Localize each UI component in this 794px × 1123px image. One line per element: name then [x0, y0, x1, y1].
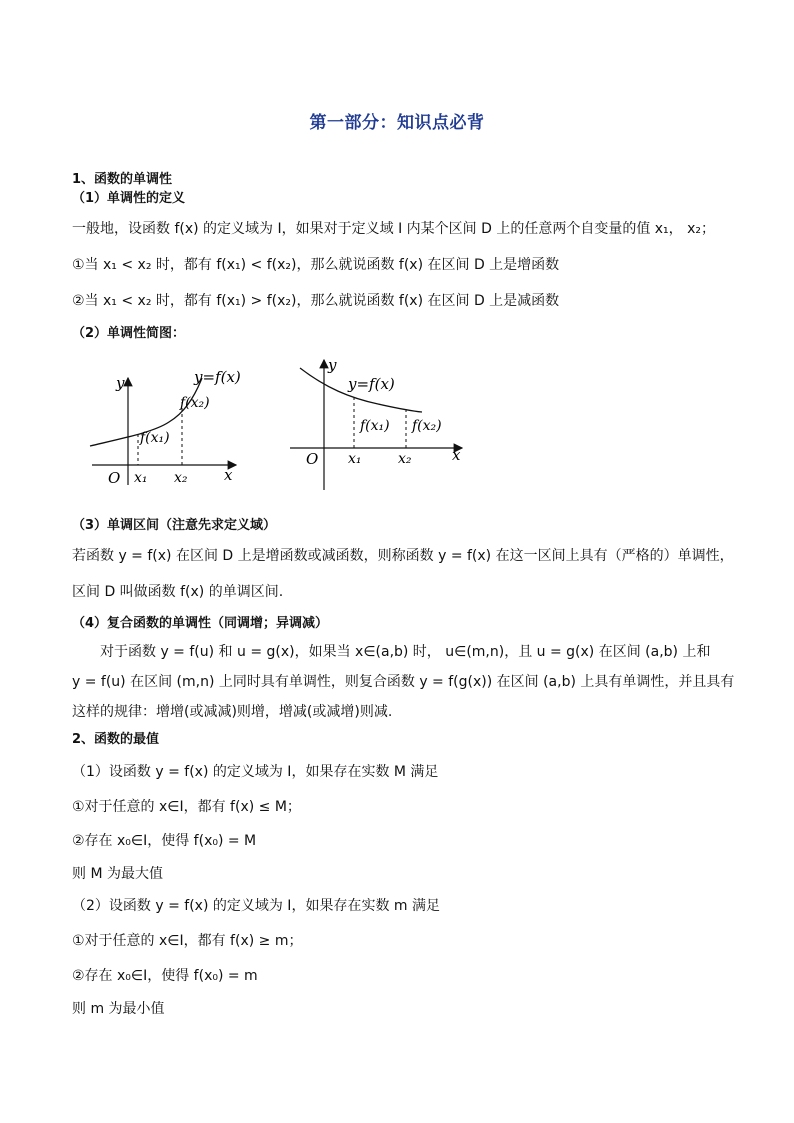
- max-condition-1: ①对于任意的 x∈I，都有 f(x) ≤ M；: [72, 799, 301, 815]
- interval-text-2: 区间 D 叫做函数 f(x) 的单调区间.: [72, 584, 284, 600]
- max-condition-2: ②存在 x₀∈I，使得 f(x₀) = M: [72, 833, 257, 849]
- x-axis-label: x: [452, 446, 461, 464]
- definition-text: 一般地，设函数 f(x) 的定义域为 I，如果对于定义域 I 内某个区间 D 上的任意两个自变量的值 x₁， x₂；: [72, 221, 716, 237]
- min-condition-1: ①对于任意的 x∈I，都有 f(x) ≥ m；: [72, 933, 303, 949]
- composite-text-3: 这样的规律：增增(或减减)则增，增减(或减增)则减.: [72, 704, 393, 720]
- min-intro: （2）设函数 y = f(x) 的定义域为 I，如果存在实数 m 满足: [72, 898, 440, 914]
- decreasing-function-graph: [286, 356, 476, 496]
- min-condition-2: ②存在 x₀∈I，使得 f(x₀) = m: [72, 968, 258, 984]
- section-heading-extrema: 2、函数的最值: [72, 732, 160, 747]
- subheading-interval: （3）单调区间（注意先求定义域）: [72, 518, 277, 533]
- composite-text-2: y = f(u) 在区间 (m,n) 上同时具有单调性，则复合函数 y = f(g(x)) 在区间 (a,b) 上具有单调性，并且具有: [72, 674, 735, 690]
- x-axis-label: x: [224, 466, 233, 484]
- increasing-condition: ①当 x₁ < x₂ 时，都有 f(x₁) < f(x₂)，那么就说函数 f(x) 在区间 D 上是增函数: [72, 257, 560, 273]
- section-heading-monotonicity: 1、函数的单调性: [72, 172, 173, 187]
- page-title: 第一部分：知识点必背: [309, 113, 485, 133]
- curve-label: y=f(x): [348, 375, 395, 393]
- increasing-function-graph: [84, 360, 254, 490]
- y-axis-label: y: [116, 374, 125, 392]
- subheading-sketch: （2）单调性简图：: [72, 326, 186, 341]
- subheading-definition: （1）单调性的定义: [72, 191, 186, 206]
- fx2-label: f(x₂): [180, 395, 210, 411]
- max-conclusion: 则 M 为最大值: [72, 866, 163, 882]
- y-axis-label: y: [328, 356, 337, 374]
- curve-label: y=f(x): [194, 368, 241, 386]
- x2-label: x₂: [174, 470, 188, 486]
- interval-text-1: 若函数 y = f(x) 在区间 D 上是增函数或减函数，则称函数 y = f(x) 在这一区间上具有（严格的）单调性，: [72, 548, 734, 564]
- decreasing-condition: ②当 x₁ < x₂ 时，都有 f(x₁) > f(x₂)，那么就说函数 f(x) 在区间 D 上是减函数: [72, 293, 560, 309]
- subheading-composite: （4）复合函数的单调性（同调增；异调减）: [72, 616, 329, 631]
- max-intro: （1）设函数 y = f(x) 的定义域为 I，如果存在实数 M 满足: [72, 764, 439, 780]
- x2-label: x₂: [398, 451, 412, 467]
- origin-label: O: [306, 450, 319, 468]
- origin-label: O: [108, 469, 121, 487]
- fx1-label: f(x₁): [360, 418, 390, 434]
- min-conclusion: 则 m 为最小值: [72, 1001, 165, 1017]
- fx2-label: f(x₂): [412, 418, 442, 434]
- fx1-label: f(x₁): [140, 430, 170, 446]
- composite-text-1: 对于函数 y = f(u) 和 u = g(x)，如果当 x∈(a,b) 时， u∈(m,n)，且 u = g(x) 在区间 (a,b) 上和: [100, 644, 711, 660]
- x1-label: x₁: [348, 451, 362, 467]
- x1-label: x₁: [134, 470, 148, 486]
